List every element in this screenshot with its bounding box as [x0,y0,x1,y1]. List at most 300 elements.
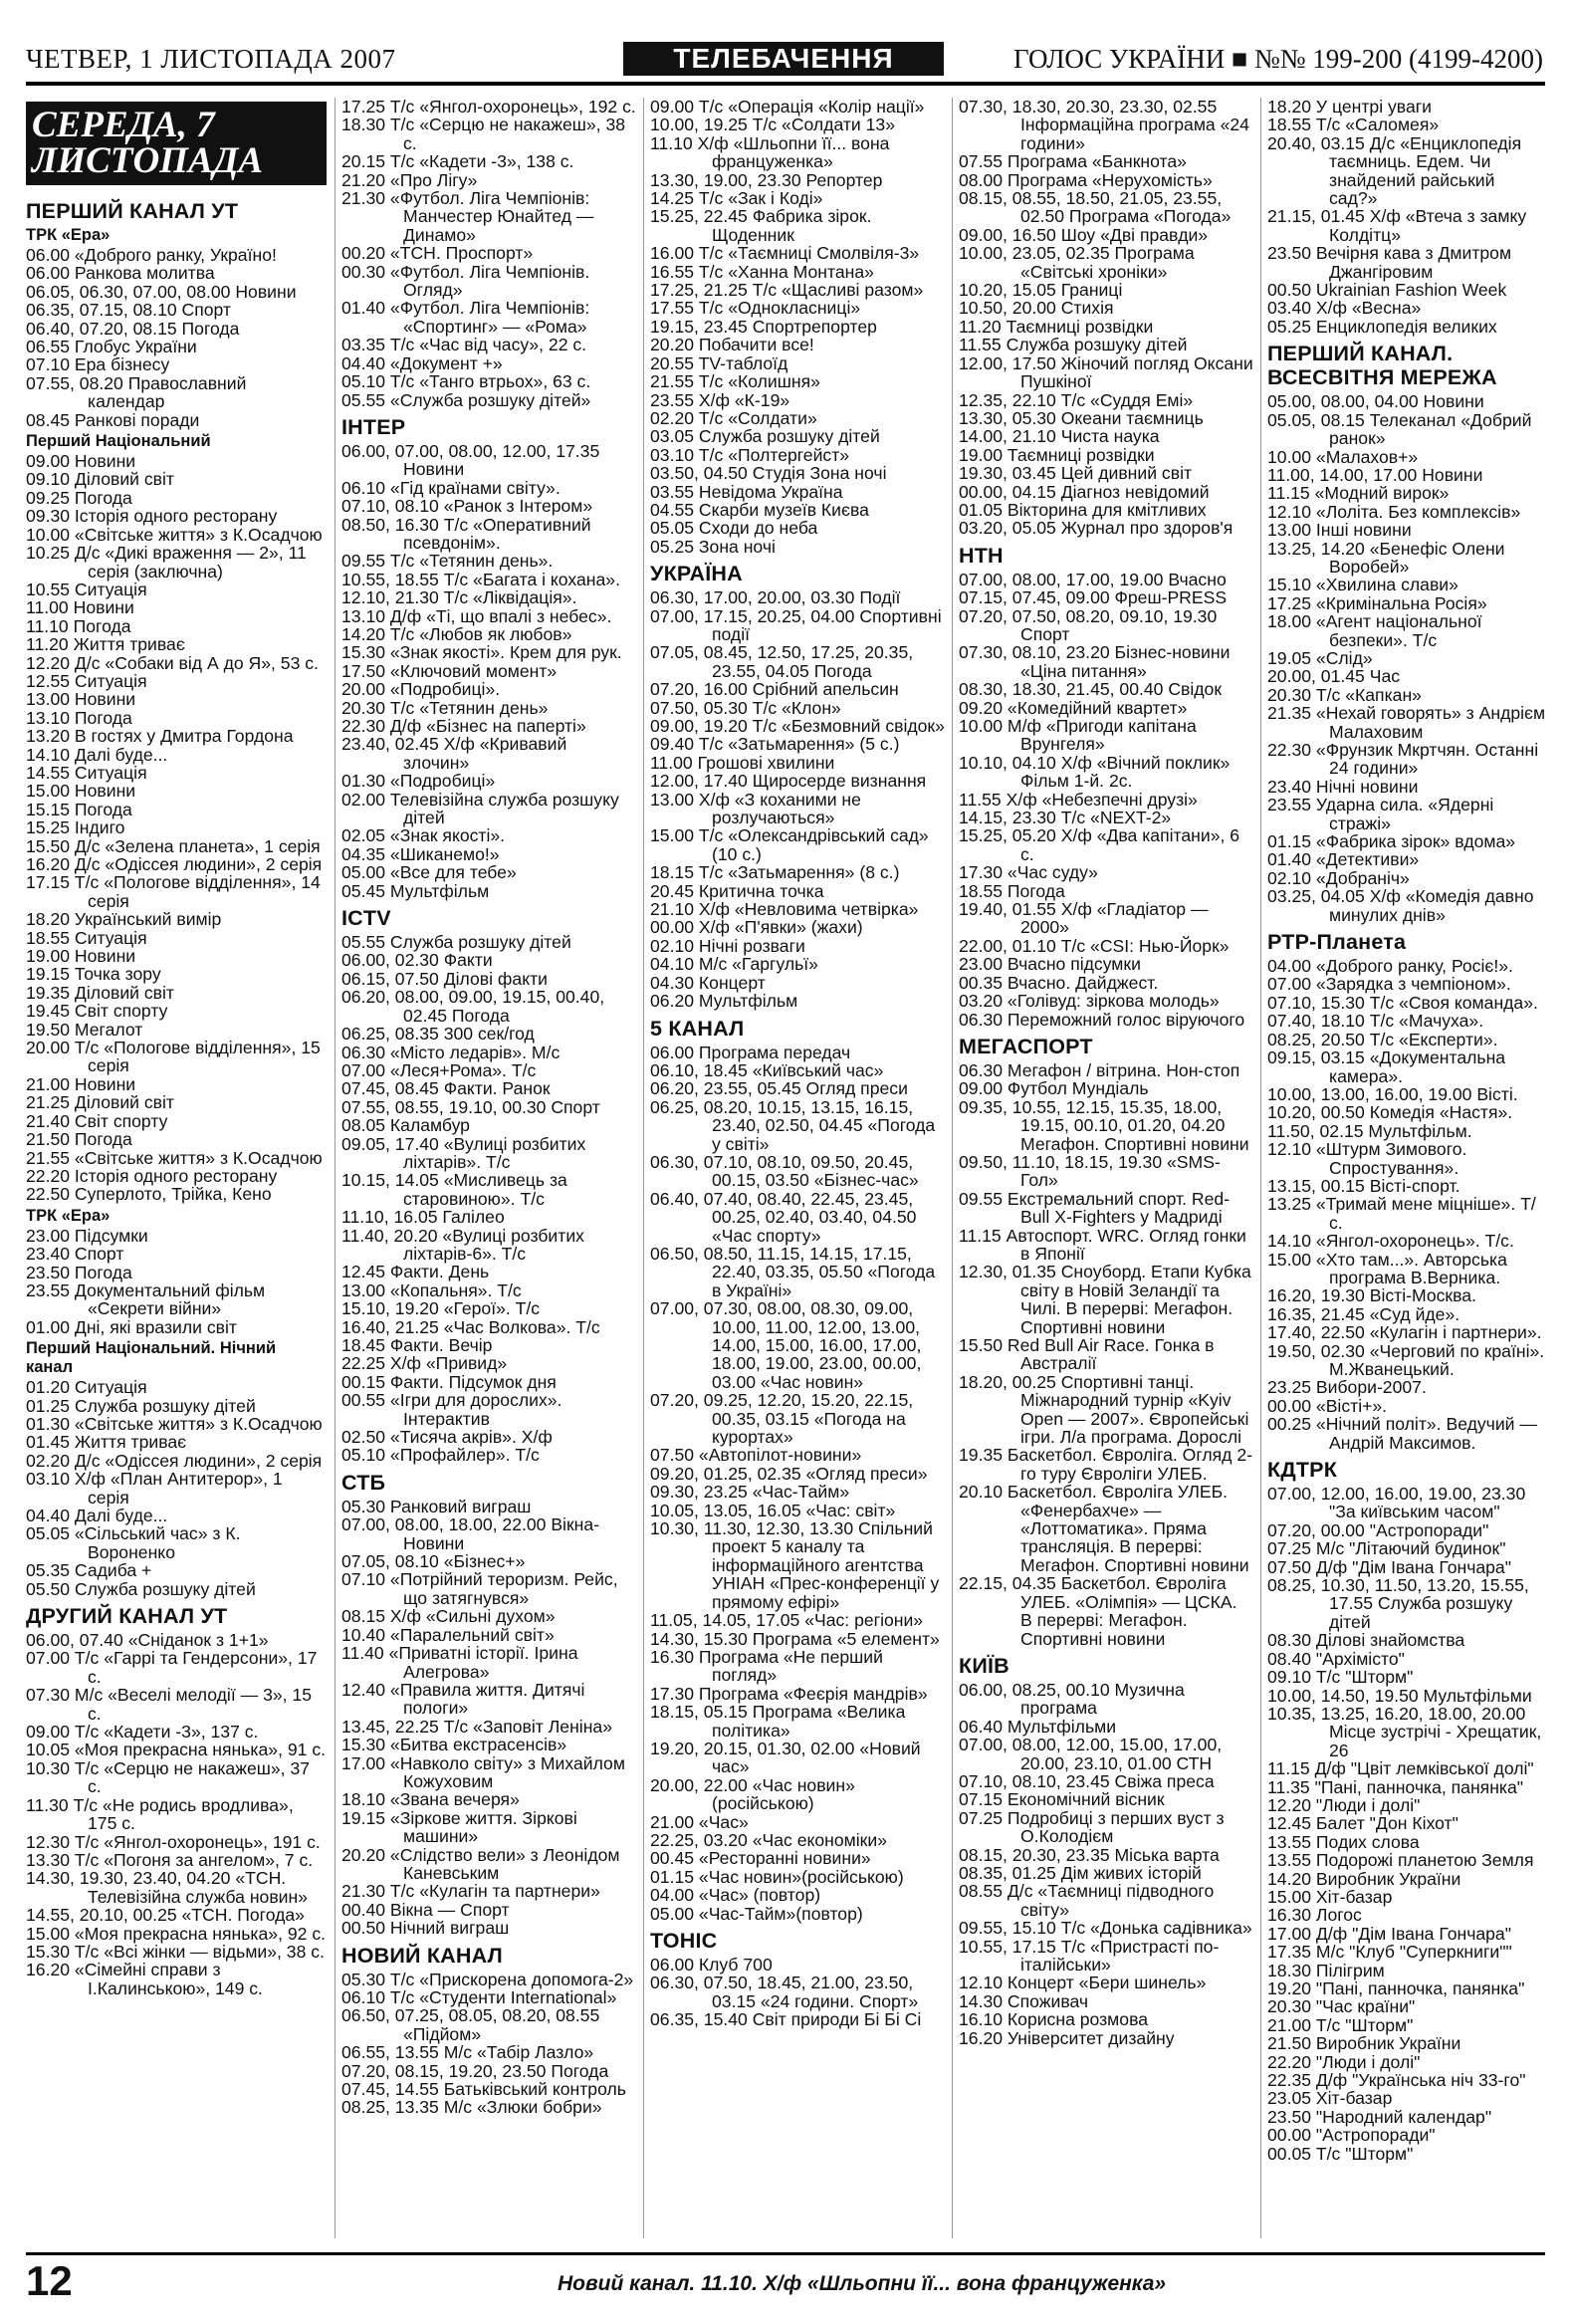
program-item: 15.25 Індиго [26,817,125,838]
program-item: 16.10 Корисна розмова [959,2009,1149,2030]
program-item: 17.25 «Кримінальна Росія» [1267,592,1487,613]
program-item: 15.00 Т/с «Олександрівський сад» (10 с.) [650,825,929,864]
program-item: 18.15 Т/с «Затьмарення» (8 с.) [650,862,900,883]
program-item: 09.00 Футбол Мундіаль [959,1078,1149,1099]
program-item: 08.55 Д/с «Таємниці підводного світу» [959,1881,1215,1920]
program-item: 08.25, 20.50 Т/с «Експерти». [1267,1029,1498,1049]
program-item: 09.40 Т/с «Затьмарення» (5 с.) [650,734,900,755]
program-item: 00.00 «Вісті+». [1267,1395,1388,1416]
program-item: 17.00 «Навколо світу» з Михайлом Кожуховим [341,1752,625,1791]
program-item: 06.05, 06.30, 07.00, 08.00 Новини [26,281,297,302]
program-item: 13.45, 22.25 Т/с «Заповіт Леніна» [341,1716,612,1737]
program-item: 02.10 Нічні розваги [650,935,805,956]
program-item: 19.45 Світ спорту [26,1001,168,1022]
program-item: 07.55, 08.20 Православний календар [26,372,247,412]
section-title: ТЕЛЕБАЧЕННЯ [623,42,944,76]
program-item: 16.40, 21.25 «Час Волкова». Т/с [341,1316,600,1337]
program-item: 07.30, 08.10, 23.20 Бізнес-новини «Ціна питання» [959,642,1231,681]
program-item: 14.10 Далі буде... [26,744,168,765]
program-item: 08.40 "Архімісто" [1267,1648,1405,1669]
program-item: 12.00, 17.50 Жіночий погляд Оксани Пушкіної [959,352,1253,392]
program-item: 05.25 Зона ночі [650,536,776,557]
program-item: 07.50, 05.30 Т/с «Клон» [650,697,841,718]
program-item: 02.20 Т/с «Солдати» [650,407,817,428]
channel-heading: КДТРК [1267,1458,1338,1483]
program-item: 04.40 Далі буде... [26,1506,168,1525]
program-item: 08.00 Програма «Нерухомість» [959,169,1213,190]
program-item: 15.10 «Хвилина слави» [1267,575,1459,595]
program-item: 17.35 М/с "Клуб "Суперкниги"" [1267,1942,1512,1963]
program-item: 06.10 «Гід країнами світу». [341,477,561,498]
program-item: 23.55 Ударна сила. «Ядерні стражі» [1267,795,1494,833]
program-item: 06.15, 07.50 Ділові факти [341,968,548,989]
program-item: 08.45 Ранкові поради [26,409,200,430]
program-item: 11.15 «Модний вирок» [1267,483,1450,504]
program-item: 12.40 «Правила життя. Дитячі пологи» [341,1679,585,1719]
channel-heading: СТБ [341,1470,386,1495]
program-item: 15.10, 19.20 «Герої». Т/с [341,1298,541,1319]
program-item: 06.20, 08.00, 09.00, 19.15, 00.40, 02.45 Погода [341,987,605,1026]
program-item: 10.00, 19.25 Т/с «Солдати 13» [650,115,895,135]
program-item: 23.00 Підсумки [26,1225,148,1246]
program-item: 13.00 Новини [26,689,136,710]
channel-heading: НОВИЙ КАНАЛ [341,1943,503,1968]
program-item: 10.35, 13.25, 16.20, 18.00, 20.00 Місце зустрічі - Хрещатик, 26 [1267,1703,1542,1760]
program-item: 08.15, 20.30, 23.35 Міська варта [959,1844,1220,1865]
program-item: 07.10, 08.10 «Ранок з Інтером» [341,496,593,517]
program-item: 10.00, 14.50, 19.50 Мультфільми [1267,1685,1532,1706]
program-item: 03.20 «Голівуд: зіркова молодь» [959,991,1220,1012]
program-item: 17.55 Т/с «Однокласниці» [650,298,861,319]
program-item: 00.00 Х/ф «П'явки» (жахи) [650,917,863,938]
program-item: 12.00, 17.40 Щиросерде визнання [650,771,927,792]
program-item: 07.20, 09.25, 12.20, 15.20, 22.15, 00.35, 03.15 «Погода на курортах» [650,1390,914,1448]
program-item: 07.05, 08.10 «Бізнес+» [341,1551,526,1572]
channel-heading: ПЕРШИЙ КАНАЛ УТ [26,199,239,223]
program-item: 00.35 Вчасно. Дайджест. [959,972,1159,993]
program-item: 05.05 Сходи до неба [650,518,818,539]
program-item: 15.50 Red Bull Air Race. Гонка в Австралії [959,1335,1215,1374]
program-item: 01.15 «Час новин»(російською) [650,1866,904,1887]
program-item: 16.55 Т/с «Ханна Монтана» [650,261,874,282]
program-item: 09.55 Т/с «Тетянин день». [341,551,554,572]
program-item: 05.55 «Служба розшуку дітей» [341,389,591,410]
channel-heading: РТР-Планета [1267,930,1407,955]
program-item: 07.20, 16.00 Срібний апельсин [650,679,899,700]
program-item: 22.35 Д/ф "Українська ніч 33-го" [1267,2070,1526,2091]
program-item: 06.00, 08.25, 00.10 Музична програма [959,1679,1185,1719]
program-item: 12.10 «Лоліта. Без комплексів» [1267,501,1521,522]
program-item: 08.35, 01.25 Дім живих історій [959,1862,1202,1883]
program-item: 12.45 Балет "Дон Кіхот" [1267,1813,1459,1834]
program-item: 01.20 Ситуація [26,1377,147,1398]
program-item: 07.00, 08.00, 18.00, 22.00 Вікна-Новини [341,1514,600,1553]
program-item: 06.55 Глобус України [26,337,197,357]
program-item: 11.30 Т/с «Не родись вродлива», 175 с. [26,1794,294,1834]
program-item: 20.15 Т/с «Кадети -3», 138 с. [341,151,574,172]
program-item: 10.10, 04.10 Х/ф «Вічний поклик» Фільм 1-й. 2с. [959,752,1231,792]
program-item: 05.30 Ранковий виграш [341,1496,532,1516]
program-item: 19.20, 20.15, 01.30, 02.00 «Новий час» [650,1738,921,1777]
program-item: 12.30 Т/с «Янгол-охоронець», 191 с. [26,1831,321,1852]
program-item: 03.25, 04.05 Х/ф «Комедія давно минулих днів» [1267,886,1534,925]
program-item: 06.35, 15.40 Світ природи Бі Бі Сі [650,2009,922,2030]
channel-subheading: ТРК «Ера» [26,226,111,244]
program-item: 15.00 «Хто там...». Авторська програма В.Верника. [1267,1249,1507,1287]
program-item: 06.30, 07.10, 08.10, 09.50, 20.45, 00.15, 03.50 «Бізнес-час» [650,1151,919,1191]
program-item: 17.15 Т/с «Пологове відділення», 14 серія [26,872,321,911]
program-item: 10.20, 00.50 Комедія «Настя». [1267,1102,1513,1123]
program-item: 13.00 «Копальня». Т/с [341,1279,522,1300]
program-item: 11.55 Х/ф «Небезпечні друзі» [959,789,1198,810]
program-item: 07.55, 08.55, 19.10, 00.30 Спорт [341,1096,600,1117]
program-item: 05.05, 08.15 Телеканал «Добрий ранок» [1267,409,1532,449]
program-item: 10.30 Т/с «Серцю не накажеш», 37 с. [26,1757,311,1797]
program-item: 07.20, 08.15, 19.20, 23.50 Погода [341,2060,609,2081]
program-item: 11.55 Служба розшуку дітей [959,335,1188,355]
program-item: 00.45 «Ресторанні новини» [650,1848,871,1869]
program-item: 21.15, 01.45 Х/ф «Втеча з замку Колдітц» [1267,206,1527,245]
program-item: 13.30 Т/с «Погоня за ангелом», 7 с. [26,1849,314,1870]
program-item: 01.30 «Подробиці» [341,771,496,792]
program-item: 03.40 Х/ф «Весна» [1267,298,1422,319]
program-item: 12.10 Концерт «Бери шинель» [959,1973,1207,1993]
program-item: 06.00 «Доброго ранку, Україно! [26,245,277,265]
program-item: 00.40 Вікна — Спорт [341,1899,510,1920]
program-item: 21.40 Світ спорту [26,1110,168,1131]
program-item: 00.50 Нічний виграш [341,1918,510,1939]
program-item: 20.55 TV-таблоїд [650,352,788,373]
channel-heading: ДРУГИЙ КАНАЛ УТ [26,1604,228,1629]
issue-date: ЧЕТВЕР, 1 ЛИСТОПАДА 2007 [26,44,396,74]
program-item: 22.15, 04.35 Баскетбол. Євроліга УЛЕБ. «Олімпія» — ЦСКА. В перерві: Мегафон. Спортивні новини [959,1573,1237,1649]
program-item: 05.05 «Сільський час» з К. Вороненко [26,1523,241,1562]
program-item: 13.10 Погода [26,707,132,728]
program-item: 19.30, 03.45 Цей дивний світ [959,463,1193,484]
program-item: 09.30 Історія одного ресторану [26,506,278,527]
program-item: 11.10 Погода [26,615,131,636]
program-item: 09.00, 16.50 Шоу «Дві правди» [959,224,1209,245]
program-item: 20.20 Побачити все! [650,335,814,355]
program-item: 01.00 Дні, які вразили світ [26,1316,237,1337]
program-item: 02.10 «Добраніч» [1267,867,1410,888]
program-item: 23.40 Нічні новини [1267,776,1419,797]
program-item: 17.25, 21.25 Т/с «Щасливі разом» [650,280,924,301]
program-item: 13.00 Інші новини [1267,520,1412,541]
page-header [26,30,1545,86]
program-item: 00.15 Факти. Підсумок дня [341,1371,557,1392]
program-item: 21.50 Погода [26,1129,132,1150]
program-item: 08.30, 18.30, 21.45, 00.40 Свідок [959,679,1223,700]
program-item: 18.55 Т/с «Саломея» [1267,115,1440,135]
program-item: 12.55 Ситуація [26,670,147,691]
program-item: 15.50 Д/с «Зелена планета», 1 серія [26,835,321,856]
program-item: 02.20 Д/с «Одіссея людини», 2 серія [26,1450,323,1471]
program-item: 00.00, 04.15 Діагноз невідомий [959,481,1210,502]
program-item: 14.00, 21.10 Чиста наука [959,426,1160,447]
program-item: 06.55, 13.55 М/с «Табір Лазло» [341,2042,594,2063]
program-item: 21.35 «Нехай говорять» з Андрієм Малаховим [1267,703,1546,742]
program-item: 10.00 «Малахов+» [1267,446,1419,467]
program-item: 20.30 "Час країни" [1267,1996,1416,2017]
program-item: 01.25 Служба розшуку дітей [26,1395,256,1416]
program-item: 21.25 Діловий світ [26,1092,174,1113]
program-item: 11.10 Х/ф «Шльопни її... вона француженка» [650,132,890,172]
program-item: 05.50 Служба розшуку дітей [26,1578,256,1599]
program-item: 18.20 Український вимір [26,909,222,930]
program-item: 20.30 Т/с «Тетянин день» [341,697,549,718]
program-item: 19.40, 01.55 Х/ф «Гладіатор — 2000» [959,899,1209,938]
program-item: 13.25 «Тримай мене міцніше». Т/с. [1267,1194,1536,1233]
program-item: 09.20 «Комедійний квартет» [959,697,1188,718]
program-item: 07.00, 07.30, 08.00, 08.30, 09.00, 10.00, 11.00, 12.00, 13.00, 14.00, 15.00, 16.00, 17.00, 18.00, 19.00, 23.00, 00.00, 03.00 «Час новин» [650,1298,922,1392]
tv-listings [26,98,1545,2238]
program-item: 09.15, 03.15 «Документальна камера». [1267,1047,1506,1086]
program-item: 23.05 Хіт-базар [1267,2088,1393,2109]
program-item: 15.30 Т/с «Всі жінки — відьми», 38 с. [26,1941,325,1962]
program-item: 11.00 Грошові хвилини [650,752,835,773]
program-item: 00.05 Т/с "Шторм" [1267,2143,1414,2164]
program-item: 05.10 Т/с «Танго втрьох», 63 с. [341,371,591,392]
program-item: 14.30, 19.30, 23.40, 04.20 «ТСН. Телевізійна служба новин» [26,1868,309,1907]
program-item: 06.30 Переможний голос віруючого [959,1009,1245,1030]
program-item: 11.20 Таємниці розвідки [959,316,1154,337]
program-item: 02.50 «Тисяча акрів». Х/ф [341,1427,553,1448]
program-item: 09.25 Погода [26,487,132,508]
program-item: 09.55 Екстремальний спорт. Red-Bull X-Fighters у Мадриді [959,1188,1231,1228]
program-item: 07.45, 14.55 Батьківський контроль [341,2079,626,2100]
program-item: 16.35, 21.45 «Суд йде». [1267,1303,1460,1324]
program-item: 06.00, 02.30 Факти [341,950,493,971]
program-item: 16.20 Д/с «Одіссея людини», 2 серія [26,854,323,874]
footer-promo: Новий канал. 11.10. Х/ф «Шльопни її... вона француженка» [558,2272,1167,2295]
program-item: 14.55 Ситуація [26,762,147,783]
program-item: 01.40 «Детективи» [1267,849,1420,870]
program-item: 11.15 Автоспорт. WRC. Огляд гонки в Японії [959,1225,1246,1264]
channel-subheading: ТРК «Ера» [26,1206,111,1225]
program-item: 10.00 «Світське життя» з К.Осадчою [26,524,323,545]
program-item: 06.40, 07.40, 08.40, 22.45, 23.45, 00.25, 02.40, 03.40, 04.50 «Час спорту» [650,1188,917,1246]
program-item: 10.00, 13.00, 16.00, 19.00 Вісті. [1267,1083,1518,1104]
program-item: 08.30 Ділові знайомства [1267,1630,1465,1651]
program-item: 21.00 Т/с "Шторм" [1267,2014,1414,2035]
program-item: 11.50, 02.15 Мультфільм. [1267,1120,1472,1141]
program-item: 18.00 «Агент національної безпеки». Т/с [1267,611,1482,650]
program-item: 09.30, 23.25 «Час-Тайм» [650,1482,850,1503]
program-item: 07.00 «Леся+Рома». Т/с [341,1059,537,1080]
program-item: 23.50 Погода [26,1262,132,1282]
program-item: 20.20 «Слідство вели» з Леонідом Каневським [341,1844,620,1883]
program-item: 05.00 «Час-Тайм»(повтор) [650,1903,863,1924]
program-item: 07.20, 07.50, 08.20, 09.10, 19.30 Спорт [959,605,1218,644]
program-item: 22.20 "Люди і долі" [1267,2051,1421,2072]
channel-subheading: Перший Національний [26,432,211,451]
program-item: 07.20, 00.00 "Астропоради" [1267,1519,1489,1540]
program-item: 19.50, 02.30 «Черговий по країні». М.Жванецький. [1267,1340,1545,1379]
program-item: 13.30, 05.30 Океани таємниць [959,407,1204,428]
program-item: 05.10 «Профайлер». Т/с [341,1445,540,1466]
program-item: 00.55 «Ігри для дорослих». Інтерактив [341,1390,562,1429]
program-item: 18.30 Т/с «Серцю не накажеш», 38 с. [341,115,626,153]
program-item: 13.30, 19.00, 23.30 Репортер [650,169,883,190]
program-item: 07.15, 07.45, 09.00 Фреш-PRESS [959,587,1228,608]
program-item: 18.20 У центрі уваги [1267,98,1432,116]
program-item: 10.15, 14.05 «Мисливець за старовиною». Т/с [341,1170,567,1209]
program-item: 07.10 Ера бізнесу [26,354,170,375]
program-item: 08.50, 16.30 Т/с «Оперативний псевдонім». [341,514,591,553]
program-item: 19.50 Мегалот [26,1019,143,1040]
program-item: 09.10 Діловий світ [26,469,174,490]
program-item: 05.45 Мультфільм [341,880,490,901]
channel-subheading: Перший Національний. Нічний канал [26,1339,277,1377]
program-item: 20.10 Баскетбол. Євроліга УЛЕБ. «Фенербахче» — «Лоттоматика». Пряма трансляція. В перерві: Мегафон. Спортивні новини [959,1482,1249,1575]
program-item: 18.20, 00.25 Спортивні танці. Міжнародний турнір «Kyiv Open — 2007». Європейські ігри. Л/а програма. Дорослі [959,1371,1249,1448]
program-item: 07.05, 08.45, 12.50, 17.25, 20.35, 23.55, 04.05 Погода [650,642,914,681]
program-item: 06.00 Програма передач [650,1042,851,1062]
program-item: 19.20 "Пані, панночка, панянка" [1267,1978,1525,1998]
program-item: 20.00 «Подробиці». [341,679,501,700]
program-item: 11.05, 14.05, 17.05 «Час: регіони» [650,1610,924,1631]
program-item: 16.30 Програма «Не перший погляд» [650,1646,883,1686]
program-item: 07.00, 17.15, 20.25, 04.00 Спортивні події [650,605,942,644]
channel-heading: УКРАЇНА [650,562,743,586]
program-item: 13.15, 00.15 Вісті-спорт. [1267,1175,1460,1196]
program-item: 01.40 «Футбол. Ліга Чемпіонів: «Спортинг» — «Рома» [341,298,590,337]
program-item: 22.30 Д/ф «Бізнес на паперті» [341,716,586,736]
program-item: 07.10 «Потрійний тероризм. Рейс, що затягнувся» [341,1569,618,1608]
program-item: 18.10 «Звана вечеря» [341,1789,520,1810]
program-item: 00.20 «ТСН. Проспорт» [341,243,534,264]
channel-heading: 5 КАНАЛ [650,1016,745,1041]
program-item: 00.50 Ukrainian Fashion Week [1267,280,1507,301]
program-item: 23.50 "Народний календар" [1267,2106,1492,2127]
program-item: 13.25, 14.20 «Бенефіс Олени Воробей» [1267,538,1505,577]
program-item: 18.45 Факти. Вечір [341,1335,493,1355]
program-item: 09.00 Т/с «Операція «Колір нації» [650,98,925,116]
program-item: 09.00, 19.20 Т/с «Безмовний свідок» [650,716,945,736]
program-item: 05.30 Т/с «Прискорена допомога-2» [341,1969,634,1989]
program-item: 06.00 Ранкова молитва [26,263,215,284]
program-item: 06.40, 07.20, 08.15 Погода [26,318,240,339]
program-item: 10.40 «Паралельний світ» [341,1624,555,1645]
program-item: 10.05, 13.05, 16.05 «Час: світ» [650,1500,896,1520]
program-item: 15.00 Хіт-базар [1267,1886,1393,1907]
listing-column-3 [643,98,951,2238]
program-item: 10.25 Д/с «Дикі враження — 2», 11 серія (заключна) [26,543,307,581]
program-item: 15.00 Новини [26,781,136,802]
program-item: 21.00 Новини [26,1073,136,1094]
program-item: 09.35, 10.55, 12.15, 15.35, 18.00, 19.15, 00.10, 01.20, 04.20 Мегафон. Спортивні новини [959,1096,1249,1154]
footer-rule [26,2252,1545,2255]
channel-heading: ПЕРШИЙ КАНАЛ. ВСЕСВІТНЯ МЕРЕЖА [1267,342,1497,390]
program-item: 09.10 Т/с "Шторм" [1267,1667,1414,1688]
program-item: 07.45, 08.45 Факти. Ранок [341,1078,551,1099]
program-item: 22.30 «Фрунзик Мкртчян. Останні 24 години» [1267,740,1539,779]
program-item: 18.30 Пілігрим [1267,1960,1385,1980]
program-item: 03.10 Т/с «Полтергейст» [650,444,850,465]
program-item: 17.30 «Час суду» [959,862,1098,883]
program-item: 13.10 Д/ф «Ті, що впалі з небес». [341,605,612,626]
program-item: 10.55 Ситуація [26,579,147,599]
program-item: 21.50 Виробник України [1267,2033,1461,2054]
program-item: 22.20 Історія одного ресторану [26,1165,278,1186]
listing-column-1 [26,98,333,2238]
program-item: 17.50 «Ключовий момент» [341,660,558,681]
program-item: 09.00 Т/с «Кадети -3», 137 с. [26,1722,259,1743]
program-item: 05.00, 08.00, 04.00 Новини [1267,391,1484,412]
program-item: 17.30 Програма «Феєрія мандрів» [650,1683,928,1704]
program-item: 21.55 «Світське життя» з К.Осадчою [26,1147,323,1168]
program-item: 07.15 Економічний вісник [959,1789,1165,1810]
program-item: 07.30, 18.30, 20.30, 23.30, 02.55 Інформаційна програма «24 години» [959,98,1249,153]
program-item: 12.45 Факти. День [341,1262,490,1282]
program-item: 12.20 Д/с «Собаки від А до Я», 53 с. [26,652,319,673]
program-item: 12.10 «Штурм Зимового. Спростування». [1267,1139,1467,1178]
program-item: 22.25 Х/ф «Привид» [341,1353,508,1374]
program-item: 03.20, 05.05 Журнал про здоров'я [959,518,1234,539]
program-item: 10.50, 20.00 Стихія [959,298,1114,319]
program-item: 20.00, 22.00 «Час новин» (російською) [650,1774,855,1814]
program-item: 01.45 Життя триває [26,1432,187,1453]
program-item: 04.00 «Час» (повтор) [650,1885,821,1906]
program-item: 20.00 Т/с «Пологове відділення», 15 серія [26,1038,321,1076]
program-item: 20.30 Т/с «Капкан» [1267,684,1422,705]
program-item: 10.55, 18.55 Т/с «Багата і кохана». [341,569,620,589]
program-item: 03.50, 04.50 Студія Зона ночі [650,463,887,484]
program-item: 01.15 «Фабрика зірок» вдома» [1267,831,1516,852]
program-item: 10.00, 23.05, 02.35 Програма «Світські хроніки» [959,243,1195,282]
program-item: 14.10 «Янгол-охоронець». Т/с. [1267,1231,1514,1252]
program-item: 06.20, 23.55, 05.45 Огляд преси [650,1078,908,1099]
channel-heading: ІНТЕР [341,414,406,439]
program-item: 03.05 Служба розшуку дітей [650,426,880,447]
program-item: 12.30, 01.35 Сноуборд. Етапи Кубка світу в Новій Зеландії та Чилі. В перерві: Мегафон. Спортивні новини [959,1262,1251,1337]
program-item: 08.05 Каламбур [341,1115,470,1136]
program-item: 23.55 Х/ф «К-19» [650,389,790,410]
program-item: 11.10, 16.05 Галілео [341,1207,505,1228]
program-item: 03.35 Т/с «Час від часу», 22 с. [341,335,587,355]
program-item: 23.40 Спорт [26,1244,124,1265]
program-item: 04.55 Скарби музеїв Києва [650,499,869,520]
program-item: 11.35 "Пані, панночка, панянка" [1267,1776,1524,1797]
program-item: 21.30 «Футбол. Ліга Чемпіонів: Манчестер Юнайтед — Динамо» [341,188,594,245]
program-item: 06.30 «Місто ледарів». М/с [341,1042,561,1062]
program-item: 15.25, 05.20 Х/ф «Два капітани», 6 с. [959,825,1240,864]
program-item: 20.00, 01.45 Час [1267,666,1401,687]
program-item: 23.00 Вчасно підсумки [959,954,1141,975]
program-item: 11.40, 20.20 «Вулиці розбитих ліхтарів-6». Т/с [341,1225,584,1264]
program-item: 11.40 «Приватні історії. Ірина Алегрова» [341,1643,578,1682]
newspaper-masthead: ГОЛОС УКРАЇНИ ■ №№ 199-200 (4199-4200) [1013,44,1543,74]
program-item: 09.00 Новини [26,451,136,472]
program-item: 19.00 Таємниці розвідки [959,444,1155,465]
program-item: 04.10 М/с «Гаргульї» [650,954,818,975]
program-item: 08.15 Х/ф «Сильні духом» [341,1606,556,1627]
program-item: 14.55, 20.10, 00.25 «ТСН. Погода» [26,1905,305,1926]
channel-heading: КИЇВ [959,1653,1010,1678]
program-item: 12.35, 22.10 Т/с «Суддя Емі» [959,389,1194,410]
channel-heading: ТОНІС [650,1929,718,1953]
program-item: 11.00, 14.00, 17.00 Новини [1267,464,1483,485]
listing-column-2 [335,98,642,2238]
program-item: 06.10, 18.45 «Київський час» [650,1059,884,1080]
program-item: 19.15 «Зіркове життя. Зіркові машини» [341,1807,577,1847]
program-item: 06.35, 07.15, 08.10 Спорт [26,300,231,321]
program-item: 05.25 Енциклопедія великих [1267,316,1497,337]
program-item: 04.35 «Шиканемо!» [341,843,500,864]
program-item: 17.40, 22.50 «Кулагін і партнери». [1267,1322,1542,1343]
program-item: 10.55, 17.15 Т/с «Пристрасті по-італійськи» [959,1936,1220,1975]
